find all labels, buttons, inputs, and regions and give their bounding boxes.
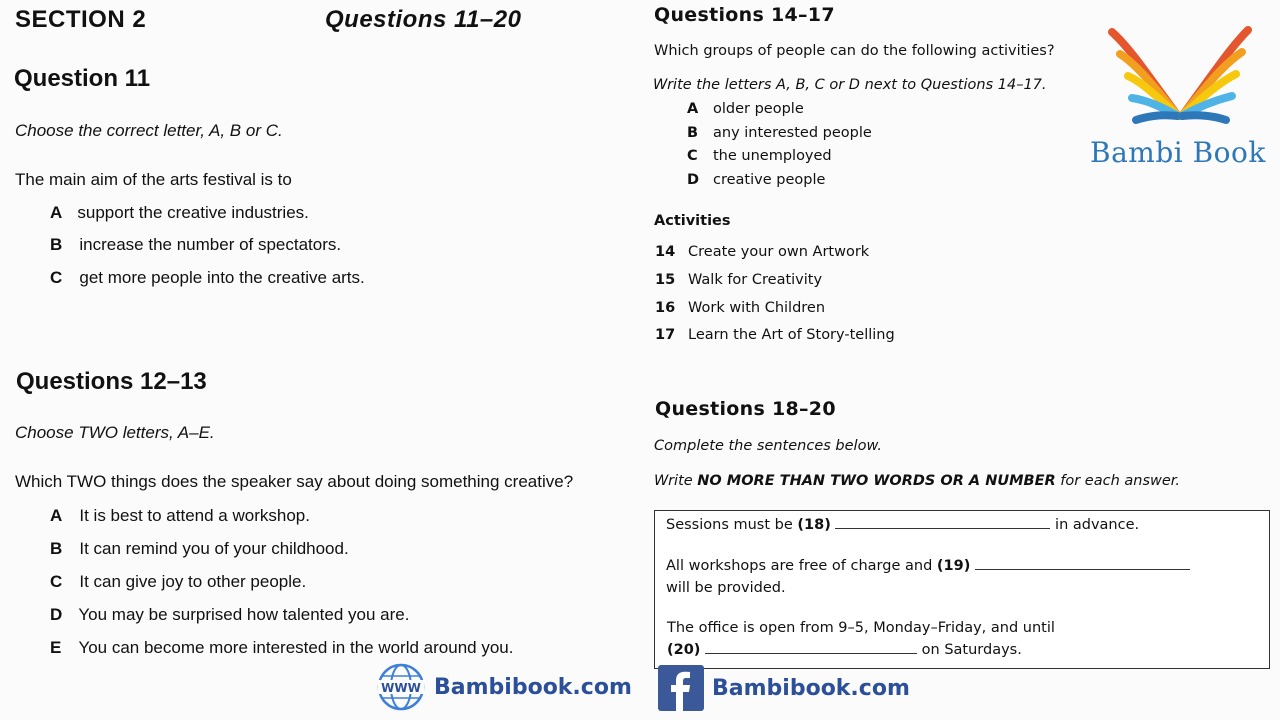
question-11-stem: The main aim of the arts festival is to [15, 170, 292, 189]
brand-logo [1090, 18, 1270, 173]
option-text: It can remind you of your childhood. [79, 539, 349, 558]
answer-blank-18[interactable] [835, 527, 1050, 529]
footer-facebook-text[interactable]: Bambibook.com [712, 675, 910, 701]
question-18-20-instruction: Complete the sentences below. [654, 438, 882, 454]
option-text: increase the number of spectators. [79, 235, 342, 254]
activity-17 [655, 327, 895, 343]
footer-website-text[interactable]: Bambibook.com [434, 674, 632, 700]
group-letter: B [687, 125, 699, 141]
question-18-20-word-limit [654, 473, 1180, 489]
word-limit-post: for each answer. [1055, 473, 1181, 489]
question-18-20-title: Questions 18–20 [655, 398, 836, 420]
activity-number: 16 [655, 300, 676, 316]
option-letter: A [50, 506, 63, 525]
option-text: It can give joy to other people. [79, 572, 307, 591]
option-letter: C [50, 268, 63, 287]
group-text: creative people [713, 172, 826, 188]
sentence-completion-box [654, 510, 1270, 669]
question-number-20: (20) [667, 642, 701, 658]
question-12-13-instruction: Choose TWO letters, A–E. [15, 423, 215, 442]
sentence-18-text: Sessions must be [666, 517, 798, 533]
option-letter: C [50, 572, 63, 591]
sentence-19-line2: will be provided. [666, 580, 786, 596]
section-title: SECTION 2 [15, 6, 147, 33]
sentence-20 [667, 642, 1022, 658]
answer-blank-19[interactable] [975, 568, 1190, 570]
question-14-17-instruction: Write the letters A, B, C or D next to Questions 14–17. [653, 77, 1047, 93]
group-text: the unemployed [713, 148, 832, 164]
group-letter: C [687, 148, 698, 164]
activity-16 [655, 300, 825, 316]
activities-heading: Activities [654, 213, 731, 229]
option-12-e [50, 638, 513, 658]
question-14-17-title: Questions 14–17 [654, 4, 835, 26]
group-letter: A [687, 101, 699, 117]
option-letter: A [50, 203, 63, 222]
questions-range-title: Questions 11–20 [325, 6, 522, 33]
option-12-a [50, 506, 310, 526]
word-limit-pre: Write [654, 473, 698, 489]
butterfly-logo-icon [1090, 18, 1270, 133]
option-12-b [50, 539, 349, 559]
sentence-19-text: All workshops are free of charge and [666, 558, 937, 574]
activity-text: Work with Children [688, 300, 826, 316]
sentence-20-end: on Saturdays. [917, 642, 1022, 658]
sentence-20-line1: The office is open from 9–5, Monday–Friday, and until [667, 620, 1055, 636]
sentence-18 [666, 517, 1139, 533]
activity-text: Create your own Artwork [688, 244, 870, 260]
activity-text: Learn the Art of Story-telling [688, 327, 895, 343]
option-11-a [50, 203, 309, 223]
question-11-title: Question 11 [14, 65, 151, 92]
option-12-c [50, 572, 306, 592]
facebook-icon [658, 665, 704, 711]
option-text: get more people into the creative arts. [79, 268, 365, 287]
group-item-b [687, 125, 872, 141]
activity-14 [655, 244, 869, 260]
option-text: support the creative industries. [77, 203, 309, 222]
option-11-b [50, 235, 341, 255]
question-number-18: (18) [797, 517, 831, 533]
option-text: It is best to attend a workshop. [79, 506, 310, 525]
activity-text: Walk for Creativity [688, 272, 823, 288]
globe-www-icon [376, 662, 426, 712]
question-12-13-title: Questions 12–13 [16, 368, 207, 395]
option-letter: D [50, 605, 63, 624]
group-text: older people [713, 101, 804, 117]
footer-website[interactable] [376, 662, 632, 712]
option-letter: B [50, 539, 63, 558]
answer-blank-20[interactable] [705, 652, 917, 654]
word-limit-bold: NO MORE THAN TWO WORDS OR A NUMBER [697, 473, 1056, 489]
sentence-19 [666, 558, 1190, 574]
footer-facebook[interactable] [658, 665, 910, 711]
brand-name: Bambi Book [1090, 136, 1266, 169]
activity-number: 17 [655, 327, 676, 343]
activity-15 [655, 272, 822, 288]
group-letter: D [687, 172, 700, 188]
group-item-c [687, 148, 832, 164]
group-item-d [687, 172, 825, 188]
option-letter: B [50, 235, 63, 254]
option-11-c [50, 268, 365, 288]
group-item-a [687, 101, 804, 117]
group-text: any interested people [713, 125, 872, 141]
question-14-17-question: Which groups of people can do the following activities? [654, 43, 1055, 59]
sentence-18-end: in advance. [1050, 517, 1140, 533]
question-11-instruction: Choose the correct letter, A, B or C. [15, 121, 283, 140]
option-text: You may be surprised how talented you are. [78, 605, 410, 624]
option-text: You can become more interested in the world around you. [78, 638, 514, 657]
question-number-19: (19) [936, 558, 971, 574]
option-12-d [50, 605, 409, 625]
activity-number: 14 [655, 244, 676, 260]
globe-www-label: WWW [381, 681, 421, 695]
activity-number: 15 [655, 272, 676, 288]
option-letter: E [50, 638, 62, 657]
question-12-13-stem: Which TWO things does the speaker say about doing something creative? [15, 472, 574, 491]
